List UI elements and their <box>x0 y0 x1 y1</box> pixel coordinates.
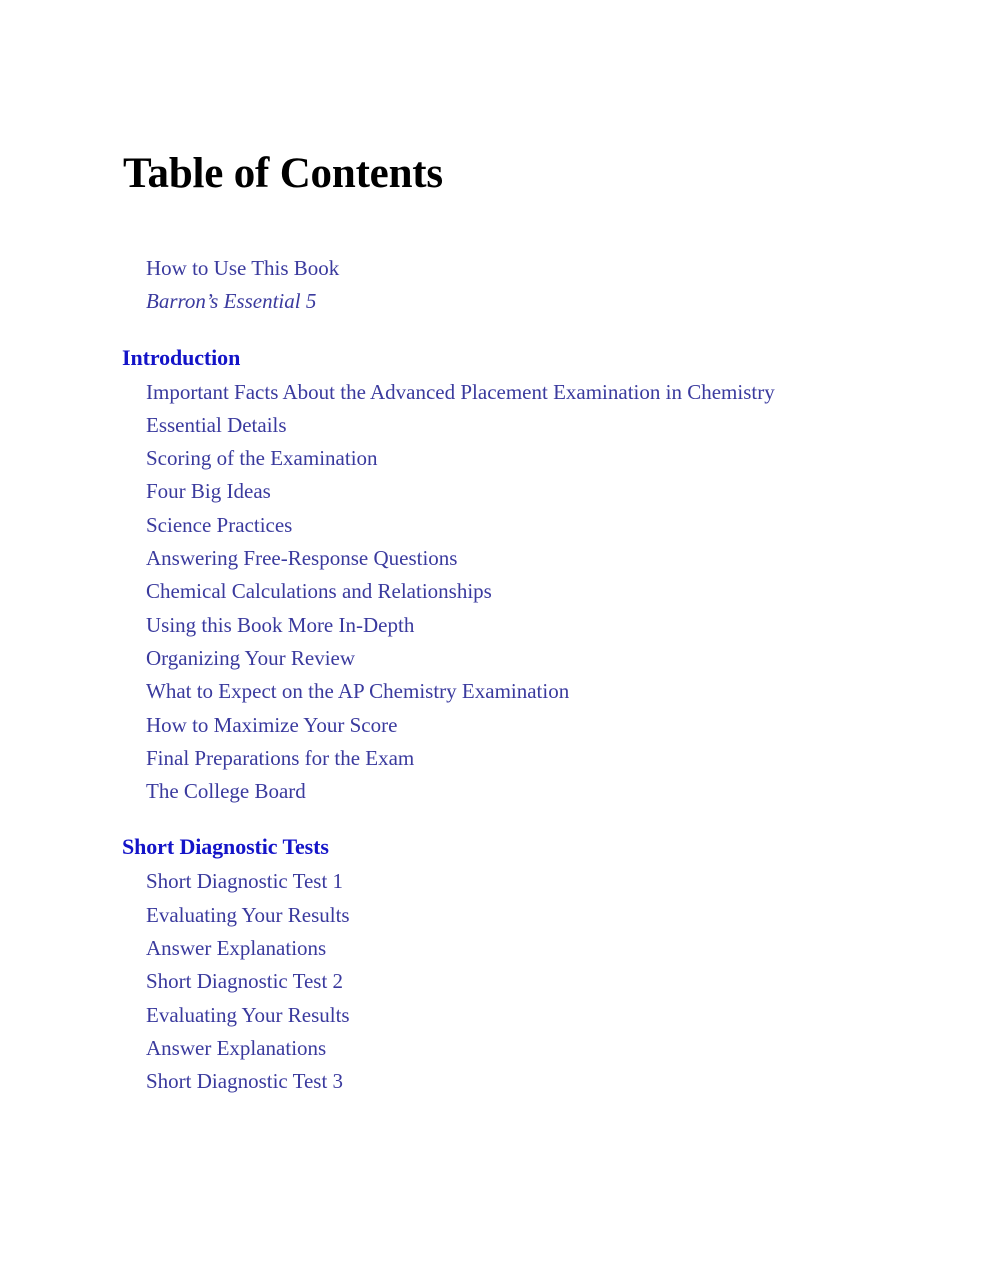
toc-entry-link[interactable]: Short Diagnostic Test 3 <box>146 1069 344 1094</box>
toc-entry-link[interactable]: Short Diagnostic Test 2 <box>146 969 344 994</box>
toc-content <box>122 152 822 1099</box>
toc-entry-link[interactable]: Answer Explanations <box>146 1035 327 1060</box>
toc-entry-list <box>122 376 822 809</box>
toc-entry-link[interactable]: Evaluating Your Results <box>146 1002 350 1027</box>
toc-entry-link[interactable]: Four Big Ideas <box>146 479 271 504</box>
toc-entry-link[interactable]: Short Diagnostic Test 1 <box>146 869 344 894</box>
toc-entry-link[interactable]: Barron’s Essential 5 <box>146 289 317 314</box>
toc-entry-link[interactable]: Essential Details <box>146 412 287 437</box>
toc-entry-link[interactable]: How to Maximize Your Score <box>146 712 398 737</box>
toc-section-introduction <box>122 319 822 809</box>
toc-entry-link[interactable]: Evaluating Your Results <box>146 902 350 927</box>
toc-entry-link[interactable]: Important Facts About the Advanced Placement Examination in Chemistry <box>146 379 775 404</box>
toc-lead-group <box>122 252 822 319</box>
toc-section-short-diagnostic-tests <box>122 808 822 1098</box>
toc-entry-link[interactable]: How to Use This Book <box>146 256 340 280</box>
toc-entry-list <box>122 252 822 319</box>
section-heading-introduction: Introduction <box>122 344 241 370</box>
toc-entry-link[interactable]: Science Practices <box>146 512 293 537</box>
toc-entry-list <box>122 865 822 1098</box>
toc-entry-link[interactable]: Organizing Your Review <box>146 645 356 670</box>
toc-entry-link[interactable]: Using this Book More In-Depth <box>146 612 415 637</box>
toc-entry-link[interactable]: The College Board <box>146 779 306 804</box>
toc-entry-link[interactable]: Chemical Calculations and Relationships <box>146 579 492 604</box>
page-title: Table of Contents <box>123 150 443 197</box>
table-of-contents <box>122 252 822 1099</box>
section-heading-short-diagnostic-tests: Short Diagnostic Tests <box>122 834 329 860</box>
toc-entry-link[interactable]: Answering Free-Response Questions <box>146 546 458 571</box>
toc-entry-link[interactable]: Final Preparations for the Exam <box>146 745 415 770</box>
toc-entry-link[interactable]: Answer Explanations <box>146 936 327 961</box>
toc-entry-link[interactable]: What to Expect on the AP Chemistry Examination <box>146 679 570 704</box>
toc-entry-link[interactable]: Scoring of the Examination <box>146 446 378 471</box>
